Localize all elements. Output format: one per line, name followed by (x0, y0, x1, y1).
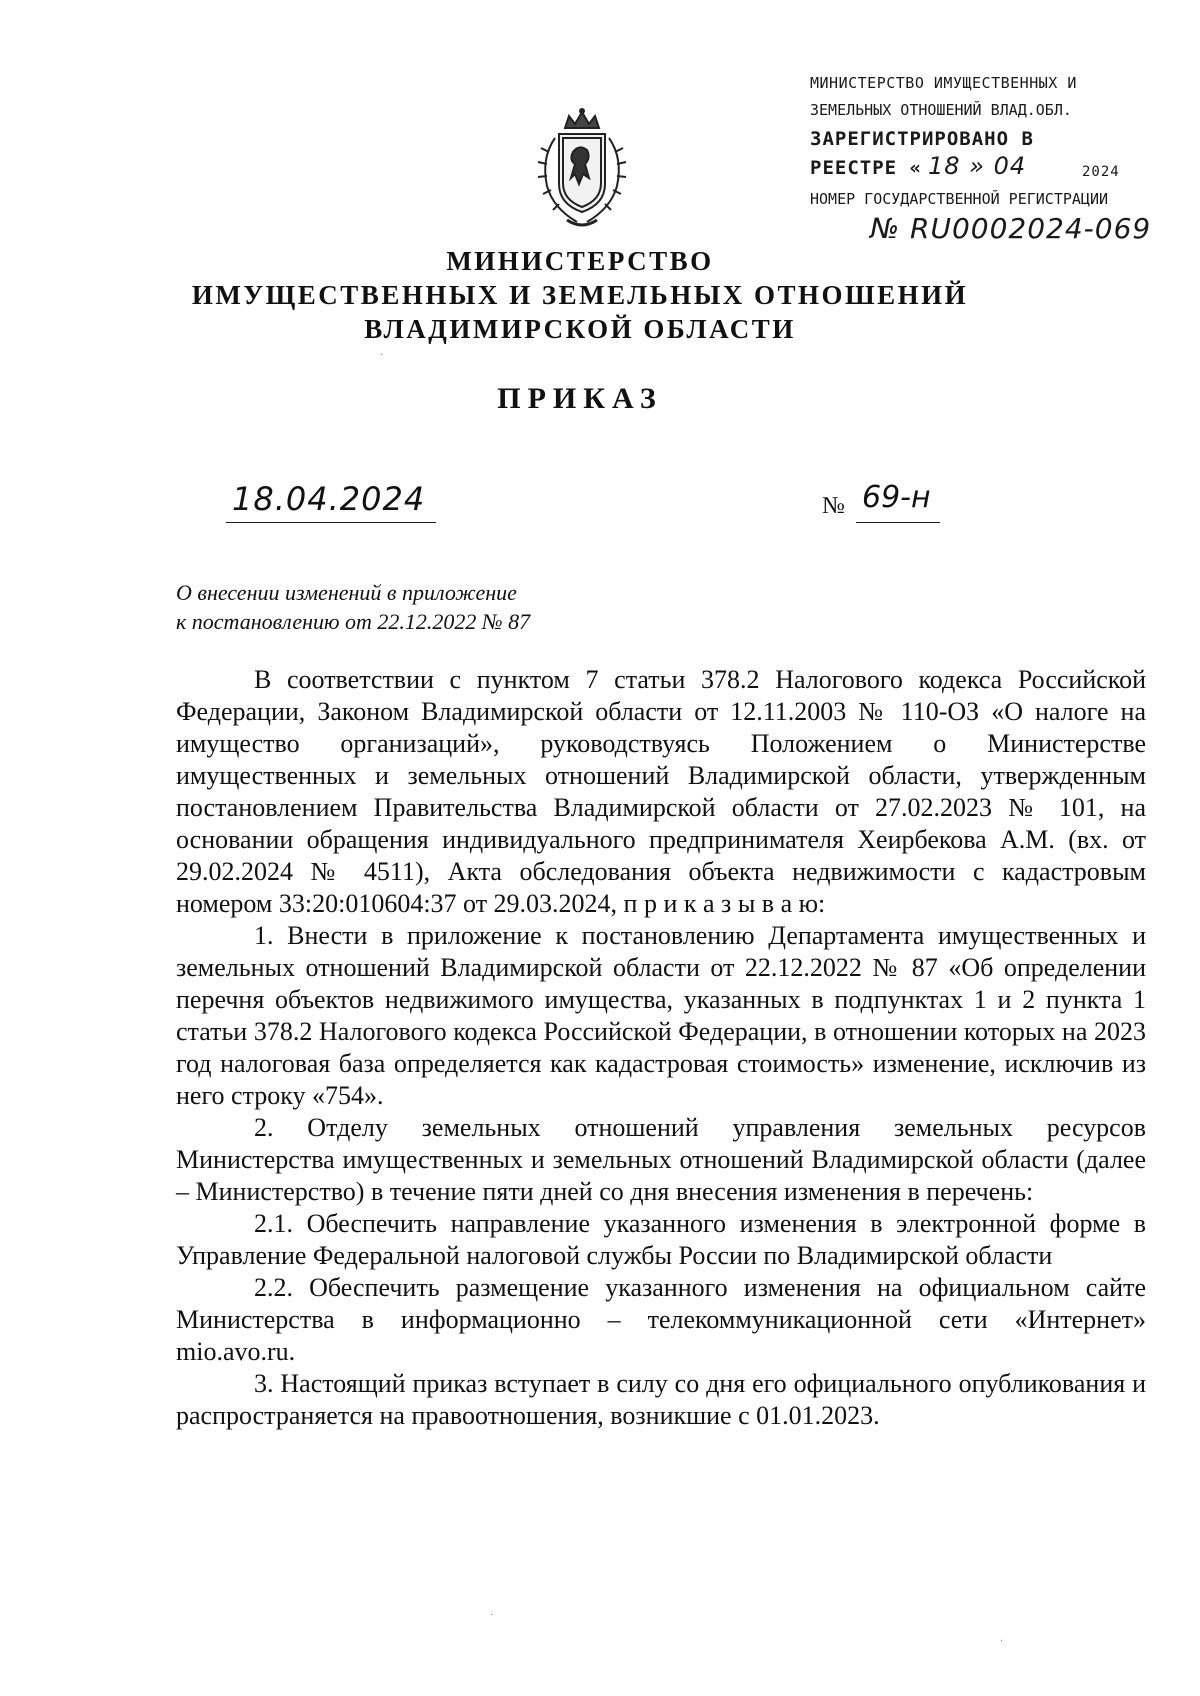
handwritten-date: 18.04.2024 (232, 480, 426, 518)
handwritten-number: 69-н (862, 480, 931, 515)
document-body (176, 664, 1146, 1432)
paragraph-preamble: В соответствии с пунктом 7 статьи 378.2 Налогового кодекса Российской Федерации, Законом Владимирской области от 12.11.2003 № 110-ОЗ «О налоге на имущество организаций», руководствуясь Положением о Министерстве имущественных и земельных отношений Владимирской области, утвержденным постановлением Правительства Владимирской области от 27.02.2023 № 101, на основании обращения индивидуального предпринимателя Хеирбекова А.М. (вх. от 29.02.2024 № 4511), Акта обследования объекта недвижимости с кадастровым номером 33:20:010604:37 от 29.03.2024, п р и к а з ы в а ю: (176, 665, 1146, 918)
coat-of-arms-icon (527, 108, 637, 236)
stamp-registered-label: ЗАРЕГИСТРИРОВАНО В (810, 128, 1034, 150)
paragraph-item-2: 2. Отделу земельных отношений управления земельных ресурсов Министерства имущественных и земельных отношений Владимирской области (далее – Министерство) в течение пяти дней со дня внесения изменения в перечень: (176, 1113, 1146, 1206)
ministry-title-line-2: ИМУЩЕСТВЕННЫХ И ЗЕМЕЛЬНЫХ ОТНОШЕНИЙ (191, 280, 969, 310)
stamp-ministry-line-2: ЗЕМЕЛЬНЫХ ОТНОШЕНИЙ ВЛАД.ОБЛ. (810, 101, 1072, 119)
registration-stamp (810, 70, 1152, 245)
stamp-registry-label: РЕЕСТРЕ « (810, 157, 922, 179)
stamp-ministry-line-1: МИНИСТЕРСТВО ИМУЩЕСТВЕННЫХ И (810, 74, 1077, 92)
subject-line-1: О внесении изменений в приложение (176, 580, 517, 605)
number-label: № (822, 493, 845, 519)
subject-line-2: к постановлению от 22.12.2022 № 87 (176, 609, 531, 634)
document-subject (176, 578, 676, 636)
ministry-title-line-3: ВЛАДИМИРСКОЙ ОБЛАСТИ (364, 314, 796, 344)
paragraph-item-2-2: 2.2. Обеспечить размещение указанного изменения на официальном сайте Министерства в информационно – телекоммуникационной сети «Интернет» mio.avo.ru. (176, 1273, 1146, 1366)
scan-speck: · (490, 1610, 494, 1621)
paragraph-item-1: 1. Внести в приложение к постановлению Департамента имущественных и земельных отношений Владимирской области от 22.12.2022 № 87 «Об определении перечня объектов недвижимого имущества, указанных в подпунктах 1 и 2 пункта 1 статьи 378.2 Налогового кодекса Российской Федерации, в отношении которых на 2023 год налоговая база определяется как кадастровая стоимость» изменение, исключив из него строку «754». (176, 921, 1146, 1110)
stamp-registry-date (810, 153, 1130, 182)
scan-speck: · (1000, 1636, 1004, 1647)
paragraph-item-2-1: 2.1. Обеспечить направление указанного изменения в электронной форме в Управление Федеральной налоговой службы России по Владимирской области (176, 1209, 1146, 1270)
paragraph-item-3: 3. Настоящий приказ вступает в силу со дня его официального опубликования и распространяется на правоотношения, возникшие с 01.01.2023. (176, 1369, 1146, 1430)
stamp-registration-number-label: НОМЕР ГОСУДАРСТВЕННОЙ РЕГИСТРАЦИИ (810, 190, 1109, 208)
stamp-registry-year: 2024 (1082, 164, 1120, 180)
scan-speck: · (380, 350, 384, 361)
document-type-title: ПРИКАЗ (497, 382, 663, 415)
ministry-title-line-1: МИНИСТЕРСТВО (446, 246, 714, 276)
stamp-registry-handwritten-date: 18 » 04 (927, 152, 1027, 180)
stamp-registration-number: № RU0002024-069 (870, 212, 1152, 245)
